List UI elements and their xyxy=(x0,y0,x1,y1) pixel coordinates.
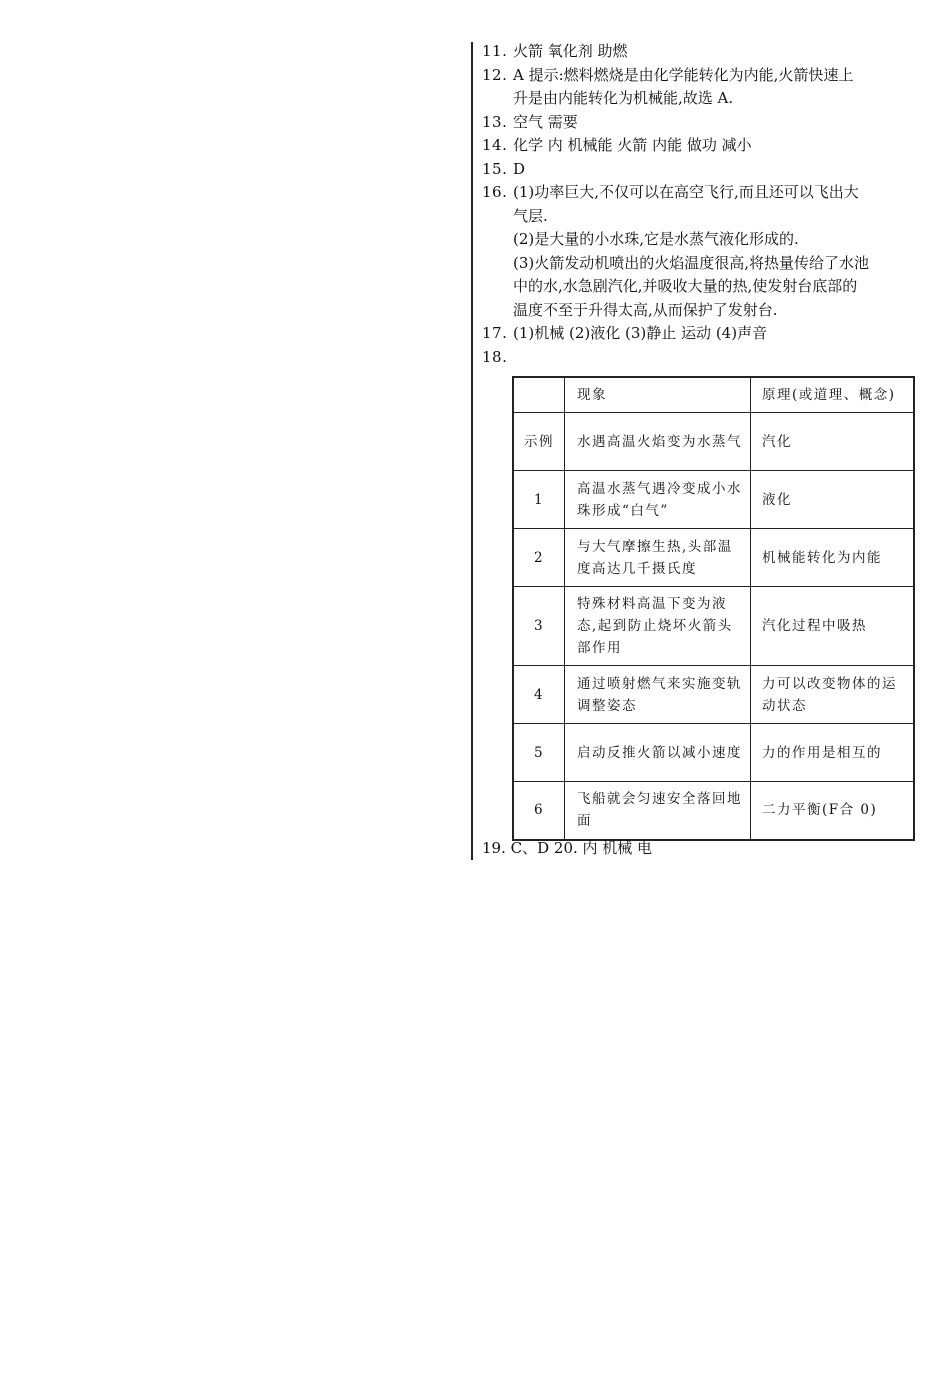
answer-17 xyxy=(482,322,918,346)
row-index: 1 xyxy=(513,471,565,529)
row-index: 4 xyxy=(513,666,565,724)
row-principle: 二力平衡(F合 0) xyxy=(751,782,915,840)
row-principle: 力可以改变物体的运动状态 xyxy=(751,666,915,724)
header-index xyxy=(513,377,565,413)
row-principle: 汽化过程中吸热 xyxy=(751,587,915,666)
row-index: 示例 xyxy=(513,413,565,471)
row-phenomenon: 通过喷射燃气来实施变轨调整姿态 xyxy=(565,666,751,724)
answer-text: A 提示:燃料燃烧是由化学能转化为内能,火箭快速上 xyxy=(513,65,854,84)
answer-18-table xyxy=(512,376,915,841)
answer-16 xyxy=(482,181,918,322)
answer-number: 14. xyxy=(482,136,508,154)
answer-number: 12. xyxy=(482,65,508,84)
row-principle: 汽化 xyxy=(751,413,915,471)
row-phenomenon: 水遇高温火焰变为水蒸气 xyxy=(565,413,751,471)
answer-18 xyxy=(482,346,918,370)
table-row xyxy=(513,666,914,724)
answer-number: 15. xyxy=(482,159,508,178)
answer-14 xyxy=(482,134,918,158)
answer-text: 空气 需要 xyxy=(513,112,578,131)
answer-19-20: 19. C、D 20. 内 机械 电 xyxy=(482,839,653,857)
answer-text: D xyxy=(513,159,526,178)
answer-text: 温度不至于升得太高,从而保护了发射台. xyxy=(513,300,778,319)
row-index: 5 xyxy=(513,724,565,782)
answer-12 xyxy=(482,64,918,111)
row-principle: 液化 xyxy=(751,471,915,529)
answer-number: 16. xyxy=(482,183,508,201)
answer-11 xyxy=(482,40,918,64)
answer-text: (1)机械 (2)液化 (3)静止 运动 (4)声音 xyxy=(513,324,768,342)
answer-number: 13. xyxy=(482,112,508,131)
row-index: 3 xyxy=(513,587,565,666)
header-phenomenon: 现象 xyxy=(565,377,751,413)
row-phenomenon: 飞船就会匀速安全落回地面 xyxy=(565,782,751,840)
answer-text: (1)功率巨大,不仅可以在高空飞行,而且还可以飞出大 xyxy=(513,183,859,201)
answer-number: 11. xyxy=(482,42,508,60)
answer-text: (2)是大量的小水珠,它是水蒸气液化形成的. xyxy=(513,230,799,248)
row-phenomenon: 启动反推火箭以减小速度 xyxy=(565,724,751,782)
answer-text: 火箭 氧化剂 助燃 xyxy=(513,42,628,60)
table-header-row xyxy=(513,377,914,413)
row-phenomenon: 特殊材料高温下变为液态,起到防止烧坏火箭头部作用 xyxy=(565,587,751,666)
answer-list xyxy=(482,40,918,369)
answer-text: 化学 内 机械能 火箭 内能 做功 减小 xyxy=(513,136,752,154)
answer-text: 中的水,水急剧汽化,并吸收大量的热,使发射台底部的 xyxy=(513,277,858,295)
table-row xyxy=(513,782,914,840)
row-index: 2 xyxy=(513,529,565,587)
answer-15 xyxy=(482,158,918,182)
table-row xyxy=(513,529,914,587)
table-row xyxy=(513,724,914,782)
table-row xyxy=(513,587,914,666)
header-principle: 原理(或道理、概念) xyxy=(751,377,915,413)
answer-text: 气层. xyxy=(513,206,548,225)
answer-number: 17. xyxy=(482,324,508,342)
column-divider xyxy=(471,42,473,860)
row-principle: 机械能转化为内能 xyxy=(751,529,915,587)
answer-number: 18. xyxy=(482,347,508,366)
row-principle: 力的作用是相互的 xyxy=(751,724,915,782)
row-phenomenon: 高温水蒸气遇冷变成小水珠形成“白气” xyxy=(565,471,751,529)
answer-text: 升是由内能转化为机械能,故选 A. xyxy=(513,89,734,107)
row-phenomenon: 与大气摩擦生热,头部温度高达几千摄氏度 xyxy=(565,529,751,587)
table-row xyxy=(513,413,914,471)
answer-text: (3)火箭发动机喷出的火焰温度很高,将热量传给了水池 xyxy=(513,253,870,272)
table-row xyxy=(513,471,914,529)
row-index: 6 xyxy=(513,782,565,840)
answer-13 xyxy=(482,111,918,135)
